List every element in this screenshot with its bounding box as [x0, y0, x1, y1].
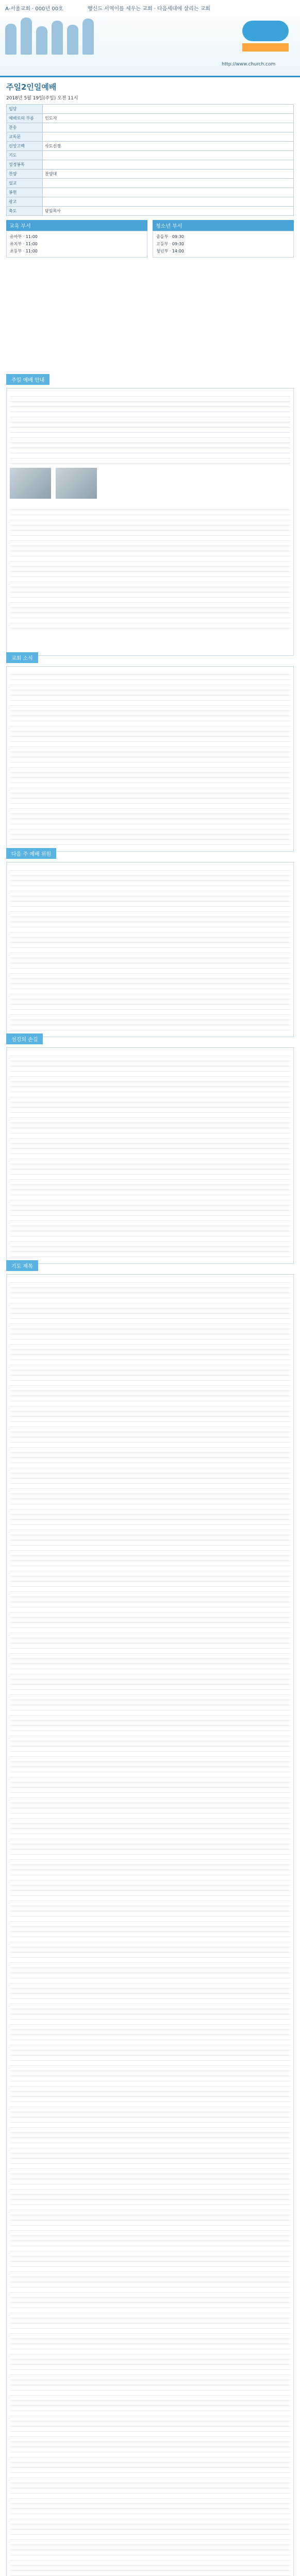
- section-news: [0, 649, 300, 852]
- order-table: [6, 104, 294, 216]
- worship-block: [6, 388, 294, 656]
- dense-text: [10, 866, 290, 1030]
- logo-ribbon: [242, 43, 289, 52]
- dense-text: [10, 1051, 290, 1257]
- section-title: 교회 소식: [6, 652, 38, 663]
- order-label: 예배로의 부름: [7, 114, 43, 123]
- list-item: 고등부 · 09:30: [156, 242, 184, 246]
- section-servers: [0, 845, 300, 1037]
- order-value: [43, 123, 294, 132]
- photo: [10, 468, 51, 499]
- order-value: [43, 151, 294, 160]
- slogan: 행신드 서역이를 세우는 교회 · 다음세대에 살리는 교회: [88, 6, 210, 12]
- order-value: [43, 188, 294, 197]
- top-line: A-서울교회 · 000년 00호: [5, 6, 63, 12]
- order-value: 담임목사: [43, 207, 294, 216]
- order-label: 봉헌: [7, 188, 43, 197]
- dense-text: [10, 505, 290, 629]
- bulletin-title: 주일2인일예배: [6, 82, 57, 92]
- church-logo: [242, 21, 289, 41]
- youth-list: [153, 231, 294, 258]
- section-title: 주일 예배 안내: [6, 374, 49, 385]
- education-box: [6, 220, 147, 258]
- order-value: [43, 197, 294, 207]
- order-value: [43, 105, 294, 114]
- order-label: 교독문: [7, 132, 43, 142]
- person-figure: [36, 26, 47, 55]
- order-label: 기도: [7, 151, 43, 160]
- person-figure: [67, 25, 78, 55]
- section-prayer: [0, 1257, 300, 2576]
- order-label: 성경봉독: [7, 160, 43, 170]
- list-item: 초등부 · 11:00: [10, 249, 38, 253]
- person-figure: [82, 19, 94, 55]
- order-label: 광고: [7, 197, 43, 207]
- youth-head: 청소년 부서: [153, 220, 294, 231]
- section-worship: [0, 371, 300, 656]
- photo-row: [10, 468, 290, 501]
- dense-text: [10, 1278, 290, 2576]
- section-title: 섬김의 손길: [6, 1033, 43, 1044]
- order-label: 설교: [7, 179, 43, 188]
- order-value: 찬양대: [43, 170, 294, 179]
- dense-text: [10, 670, 290, 845]
- order-label: 신앙고백: [7, 142, 43, 151]
- dense-text: [10, 392, 290, 464]
- order-value: [43, 160, 294, 170]
- list-item: 유치부 · 11:00: [10, 242, 38, 246]
- header-banner: [0, 0, 300, 77]
- news-block: [6, 666, 294, 852]
- education-list: [6, 231, 147, 258]
- list-item: 청년부 · 14:00: [156, 249, 184, 253]
- order-value: 사도신경: [43, 142, 294, 151]
- order-value: [43, 132, 294, 142]
- people-illustration: [5, 13, 103, 55]
- person-figure: [21, 18, 32, 55]
- order-label: 입당: [7, 105, 43, 114]
- list-item: 유아부 · 11:00: [10, 234, 38, 239]
- section-offering: [0, 1030, 300, 1264]
- section-title: 다음 주 예배 위원: [6, 848, 56, 859]
- youth-box: [153, 220, 294, 258]
- order-label: 찬양: [7, 170, 43, 179]
- offering-block: [6, 1047, 294, 1264]
- order-value: [43, 179, 294, 188]
- order-value: 인도자: [43, 114, 294, 123]
- department-grid: [6, 220, 294, 258]
- section-title: 기도 제목: [6, 1260, 38, 1271]
- order-label: 축도: [7, 207, 43, 216]
- person-figure: [5, 24, 16, 55]
- bulletin-subtitle: 2018년 5월 19일(주일) 오전 11시: [6, 96, 78, 101]
- prayer-block: [6, 1274, 294, 2576]
- site-url: http://www.church.com: [222, 62, 276, 67]
- order-label: 찬송: [7, 123, 43, 132]
- servers-block: [6, 862, 294, 1037]
- photo: [56, 468, 97, 499]
- worship-order: [0, 78, 300, 367]
- person-figure: [52, 21, 63, 55]
- list-item: 중등부 · 09:30: [156, 234, 184, 239]
- education-head: 교육 부서: [6, 220, 147, 231]
